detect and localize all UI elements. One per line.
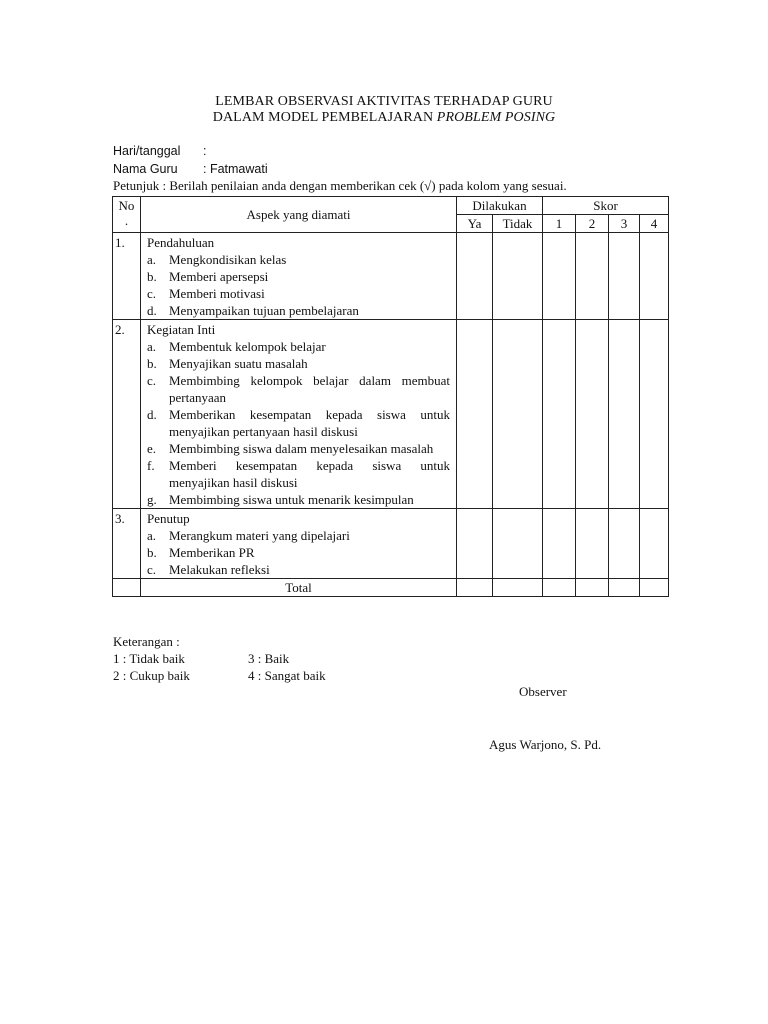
item-marker: a. [147, 339, 157, 354]
score-cell-4[interactable] [640, 233, 669, 320]
aspect-list [147, 251, 450, 319]
observer-label: Observer [519, 684, 567, 699]
list-item [147, 527, 450, 544]
teacher-label: Nama Guru [113, 162, 178, 176]
section-title: Pendahuluan [147, 235, 215, 250]
list-item [147, 440, 450, 457]
title-prefix: DALAM MODEL PEMBELAJARAN [212, 110, 437, 125]
section-aspects [141, 320, 457, 509]
item-marker: c. [147, 286, 157, 301]
date-field [113, 143, 206, 159]
aspect-list [147, 527, 450, 578]
score-cell-1[interactable] [543, 233, 576, 320]
legend-item-1: 1 : Tidak baik [113, 651, 185, 666]
item-text: Memberi apersepsi [169, 269, 269, 284]
section-aspects [141, 509, 457, 579]
item-marker: b. [147, 356, 157, 371]
total-cell-3[interactable] [609, 579, 640, 597]
item-text: Melakukan refleksi [169, 562, 270, 577]
document-title-line2 [0, 109, 768, 126]
instruction-text: Petunjuk : Berilah penilaian anda dengan memberikan cek (√) pada kolom yang sesuai. [113, 178, 567, 193]
check-cell-yes[interactable] [457, 233, 493, 320]
item-marker: d. [147, 407, 157, 422]
total-label: Total [141, 579, 457, 597]
section-title: Penutup [147, 511, 190, 526]
item-marker: g. [147, 492, 157, 507]
table-row [113, 320, 669, 509]
total-empty-cell [113, 579, 141, 597]
header-score-4: 4 [640, 215, 669, 233]
score-cell-4[interactable] [640, 509, 669, 579]
observer-name: Agus Warjono, S. Pd. [489, 737, 602, 752]
score-cell-1[interactable] [543, 509, 576, 579]
header-score-1: 1 [543, 215, 576, 233]
list-item [147, 251, 450, 268]
item-text: Membimbing siswa untuk menarik kesimpulan [169, 492, 414, 507]
total-cell-4[interactable] [640, 579, 669, 597]
date-label: Hari/tanggal [113, 144, 181, 158]
header-no-text: No [118, 198, 135, 213]
header-aspect: Aspek yang diamati [141, 197, 457, 233]
list-item [147, 338, 450, 355]
legend-item-4: 4 : Sangat baik [248, 668, 326, 683]
item-text: Membentuk kelompok belajar [169, 339, 326, 354]
legend-row-1 [113, 650, 289, 667]
legend-item-3: 3 : Baik [248, 651, 290, 666]
document-title-line1: LEMBAR OBSERVASI AKTIVITAS TERHADAP GURU [215, 94, 553, 109]
item-marker: c. [147, 562, 157, 577]
score-cell-3[interactable] [609, 233, 640, 320]
list-item [147, 406, 450, 440]
score-cell-1[interactable] [543, 320, 576, 509]
table-row [113, 509, 669, 579]
item-marker: a. [147, 528, 157, 543]
item-text: Membimbing siswa dalam menyelesaikan masalah [169, 441, 434, 456]
score-cell-3[interactable] [609, 509, 640, 579]
check-cell-not[interactable] [493, 509, 543, 579]
section-number: 3. [113, 509, 141, 579]
item-text: Menyampaikan tujuan pembelajaran [169, 303, 359, 318]
observation-table [112, 196, 669, 597]
header-done: Dilakukan [457, 197, 543, 215]
total-cell-2[interactable] [576, 579, 609, 597]
header-row-1 [113, 197, 669, 215]
item-text: Memberikan kesempatan kepada siswa untuk menyajikan pertanyaan hasil diskusi [169, 407, 450, 439]
header-no-dot: . [124, 213, 129, 228]
score-cell-4[interactable] [640, 320, 669, 509]
item-marker: b. [147, 545, 157, 560]
item-marker: d. [147, 303, 157, 318]
header-score-3: 3 [609, 215, 640, 233]
list-item [147, 491, 450, 508]
item-text: Memberikan PR [169, 545, 255, 560]
item-marker: f. [147, 458, 155, 473]
teacher-value: : Fatmawati [203, 162, 268, 176]
section-title: Kegiatan Inti [147, 322, 216, 337]
list-item [147, 268, 450, 285]
header-no [113, 197, 141, 233]
item-text: Mengkondisikan kelas [169, 252, 287, 267]
total-cell-1[interactable] [543, 579, 576, 597]
item-text: Memberi motivasi [169, 286, 265, 301]
item-marker: a. [147, 252, 157, 267]
item-text: Merangkum materi yang dipelajari [169, 528, 350, 543]
header-not: Tidak [493, 215, 543, 233]
score-cell-2[interactable] [576, 233, 609, 320]
list-item [147, 457, 450, 491]
section-number: 1. [113, 233, 141, 320]
check-cell-not[interactable] [493, 320, 543, 509]
list-item [147, 544, 450, 561]
total-cell-yes[interactable] [457, 579, 493, 597]
item-marker: b. [147, 269, 157, 284]
list-item [147, 561, 450, 578]
list-item [147, 285, 450, 302]
title-italic-term: PROBLEM POSING [436, 110, 556, 125]
score-cell-3[interactable] [609, 320, 640, 509]
legend-heading: Keterangan : [113, 634, 180, 649]
header-score: Skor [543, 197, 669, 215]
score-cell-2[interactable] [576, 509, 609, 579]
list-item [147, 372, 450, 406]
section-number: 2. [113, 320, 141, 509]
item-marker: c. [147, 373, 157, 388]
total-cell-not[interactable] [493, 579, 543, 597]
item-marker: e. [147, 441, 157, 456]
header-score-2: 2 [576, 215, 609, 233]
date-separator: : [203, 144, 207, 158]
aspect-list [147, 338, 450, 508]
section-aspects [141, 233, 457, 320]
total-row [113, 579, 669, 597]
table-row [113, 233, 669, 320]
legend-row-2 [113, 667, 326, 684]
legend-item-2: 2 : Cukup baik [113, 668, 190, 683]
check-cell-not[interactable] [493, 233, 543, 320]
check-cell-yes[interactable] [457, 320, 493, 509]
list-item [147, 355, 450, 372]
score-cell-2[interactable] [576, 320, 609, 509]
item-text: Membimbing kelompok belajar dalam membuat pertanyaan [169, 373, 450, 405]
teacher-field [113, 161, 268, 177]
list-item [147, 302, 450, 319]
check-cell-yes[interactable] [457, 509, 493, 579]
item-text: Memberi kesempatan kepada siswa untuk menyajikan hasil diskusi [169, 458, 450, 490]
item-text: Menyajikan suatu masalah [169, 356, 308, 371]
header-yes: Ya [457, 215, 493, 233]
